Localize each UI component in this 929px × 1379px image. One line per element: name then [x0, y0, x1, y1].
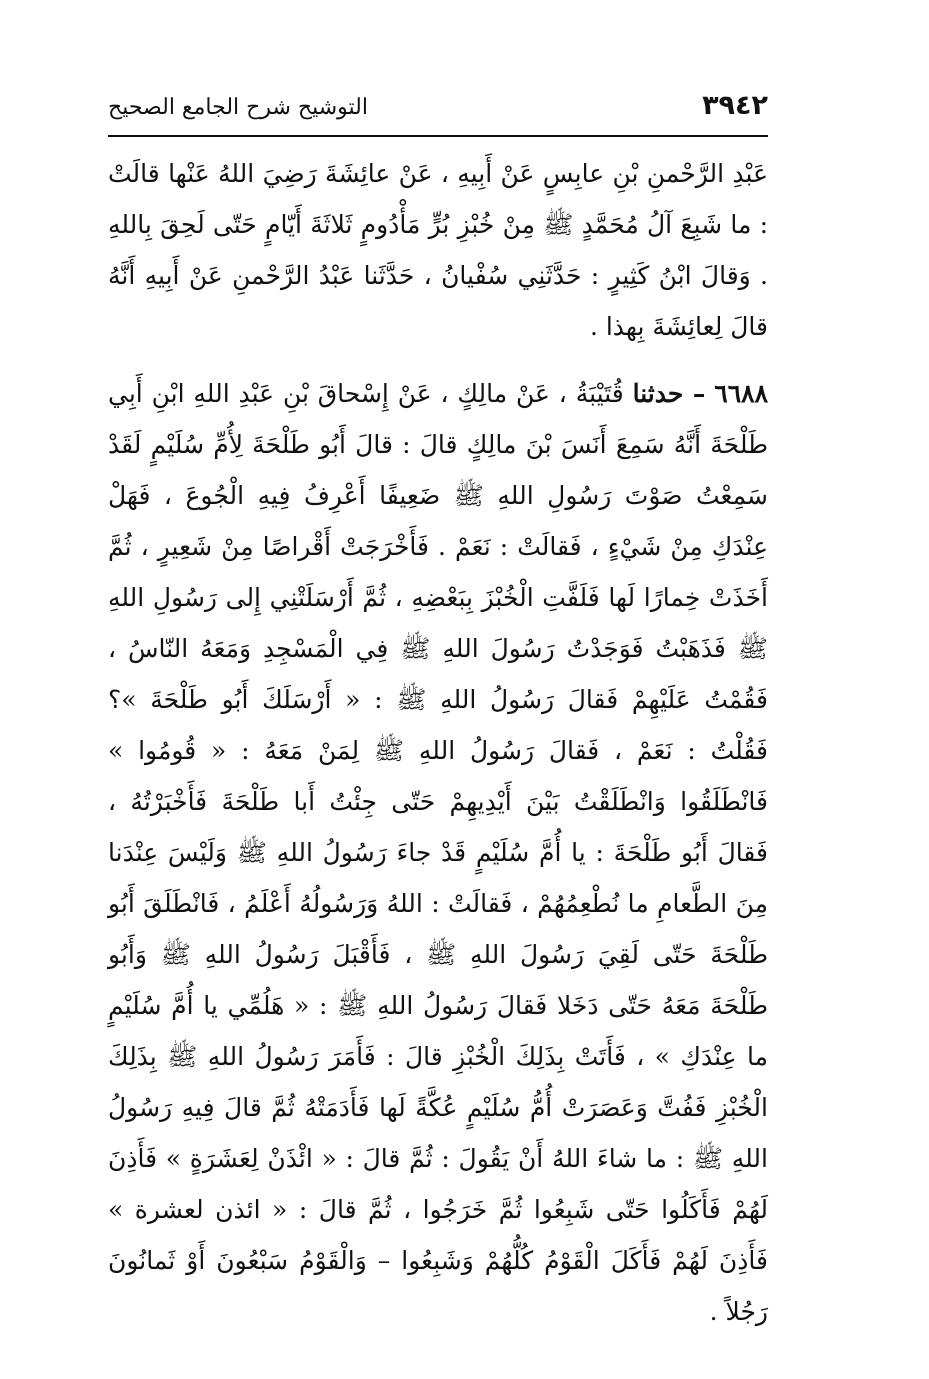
header-divider	[108, 135, 768, 137]
hadith-paragraph	[108, 368, 768, 1337]
paragraph-continuation	[108, 148, 768, 352]
hadith-number: ٦٦٨٨	[714, 379, 769, 408]
hadith-dash: –	[683, 379, 706, 408]
page-number: ٣٩٤٢	[702, 90, 768, 121]
hadith-keyword: حدثنا	[632, 379, 684, 408]
paragraph-text: عَبْدِ الرَّحْمنِ بْنِ عابِسٍ عَنْ أَبِيهِ ، عَنْ عائِشَةَ رَضِيَ اللهُ عَنْها قالَتْ : ما شَبِعَ آلُ مُحَمَّدٍ ﷺ مِنْ خُبْزِ بُرٍّ مَأْدُومٍ ثَلاثَةَ أَيّامٍ حَتّى لَحِقَ بِاللهِ . وَقالَ ابْنُ كَثِيرٍ : حَدَّثَنِي سُفْيانُ ، حَدَّثَنا عَبْدُ الرَّحْمنِ عَنْ أَبِيهِ أَنَّهُ قالَ لِعائِشَةَ بِهذا .	[108, 159, 768, 341]
page-header	[108, 82, 768, 134]
page-body	[108, 148, 768, 1337]
paragraph-text: قُتَيْبَةُ ، عَنْ مالِكٍ ، عَنْ إِسْحاقَ بْنِ عَبْدِ اللهِ ابْنِ أَبِي طَلْحَةَ أَنَّهُ سَمِعَ أَنَسَ بْنَ مالِكٍ قالَ : قالَ أَبُو طَلْحَةَ لِأُمِّ سُلَيْمٍ لَقَدْ سَمِعْتُ صَوْتَ رَسُولِ اللهِ ﷺ ضَعِيفًا أَعْرِفُ فِيهِ الْجُوعَ ، فَهَلْ عِنْدَكِ مِنْ شَيْءٍ ، فَقالَتْ : نَعَمْ . فَأَخْرَجَتْ أَقْراصًا مِنْ شَعِيرٍ ، ثُمَّ أَخَذَتْ خِمارًا لَها فَلَفَّتِ الْخُبْزَ بِبَعْضِهِ ، ثُمَّ أَرْسَلَتْنِي إِلى رَسُولِ اللهِ ﷺ فَذَهَبْتُ فَوَجَدْتُ رَسُولَ اللهِ ﷺ فِي الْمَسْجِدِ وَمَعَهُ النّاسُ ، فَقُمْتُ عَلَيْهِمْ فَقالَ رَسُولُ اللهِ ﷺ : « أَرْسَلَكَ أَبُو طَلْحَةَ »؟ فَقُلْتُ : نَعَمْ ، فَقالَ رَسُولُ اللهِ ﷺ لِمَنْ مَعَهُ : « قُومُوا » فَانْطَلَقُوا وَانْطَلَقْتُ بَيْنَ أَيْدِيهِمْ حَتّى جِئْتُ أَبا طَلْحَةَ فَأَخْبَرْتُهُ ، فَقالَ أَبُو طَلْحَةَ : يا أُمَّ سُلَيْمٍ قَدْ جاءَ رَسُولُ اللهِ ﷺ وَلَيْسَ عِنْدَنا مِنَ الطَّعامِ ما نُطْعِمُهُمْ ، فَقالَتْ : اللهُ وَرَسُولُهُ أَعْلَمُ ، فَانْطَلَقَ أَبُو طَلْحَةَ حَتّى لَقِيَ رَسُولَ اللهِ ﷺ ، فَأَقْبَلَ رَسُولُ اللهِ ﷺ وَأَبُو طَلْحَةَ مَعَهُ حَتّى دَخَلا فَقالَ رَسُولُ اللهِ ﷺ : « هَلُمِّي يا أُمَّ سُلَيْمٍ ما عِنْدَكِ » ، فَأَتَتْ بِذَلِكَ الْخُبْزِ قالَ : فَأَمَرَ رَسُولُ اللهِ ﷺ بِذَلِكَ الْخُبْزِ فَفُتَّ وَعَصَرَتْ أُمُّ سُلَيْمٍ عُكَّةً لَها فَأَدَمَتْهُ ثُمَّ قالَ فِيهِ رَسُولُ اللهِ ﷺ : ما شاءَ اللهُ أَنْ يَقُولَ : ثُمَّ قالَ : « ائْذَنْ لِعَشَرَةٍ » فَأَذِنَ لَهُمْ فَأَكَلُوا حَتّى شَبِعُوا ثُمَّ خَرَجُوا ، ثُمَّ قالَ : « ائذن لعشرة » فَأَذِنَ لَهُمْ فَأَكَلَ الْقَوْمُ كُلُّهُمْ وَشَبِعُوا – وَالْقَوْمُ سَبْعُونَ أَوْ ثَمانُونَ رَجُلاً .	[108, 379, 768, 1326]
running-title: التوشيح شرح الجامع الصحيح	[108, 95, 368, 120]
paragraph-spacer	[108, 352, 768, 368]
